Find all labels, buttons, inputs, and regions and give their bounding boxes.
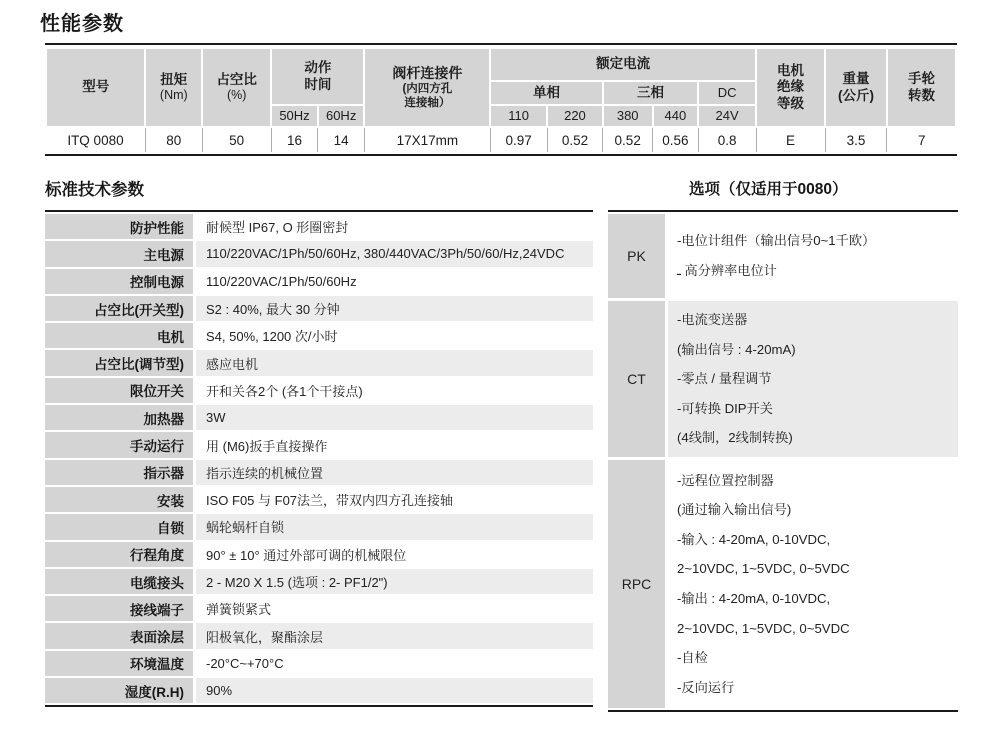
spec-row bbox=[45, 214, 593, 239]
option-line: -自检 bbox=[677, 650, 708, 666]
option-line: -零点 / 量程调节 bbox=[677, 371, 772, 387]
header-duty bbox=[202, 48, 271, 127]
spec-label: 控制电源 bbox=[45, 269, 193, 294]
spec-label: 限位开关 bbox=[45, 378, 193, 403]
spec-label: 表面涂层 bbox=[45, 623, 193, 648]
spec-label: 接线端子 bbox=[45, 596, 193, 621]
option-lines bbox=[668, 301, 958, 457]
option-code: CT bbox=[608, 301, 665, 457]
header-380v: 380 bbox=[603, 105, 653, 127]
spec-value: 90° ± 10° 通过外部可调的机械限位 bbox=[206, 547, 407, 563]
spec-row bbox=[45, 241, 593, 266]
spec-value: ISO F05 与 F07法兰，带双内四方孔连接轴 bbox=[206, 493, 454, 509]
spec-row bbox=[45, 460, 593, 485]
header-stem-line1: 阀杆连接件 bbox=[392, 64, 463, 81]
header-model: 型号 bbox=[46, 48, 145, 127]
spec-label: 防护性能 bbox=[45, 214, 193, 239]
spec-value: S2 : 40%, 最大 30 分钟 bbox=[196, 296, 593, 321]
header-50hz: 50Hz bbox=[271, 105, 318, 127]
option-group-rpc bbox=[608, 460, 958, 708]
option-lines bbox=[668, 460, 958, 708]
performance-table-wrapper bbox=[45, 43, 957, 156]
spec-value: 3W bbox=[196, 405, 593, 430]
spec-row bbox=[45, 296, 593, 321]
option-code: RPC bbox=[608, 460, 665, 708]
spec-label: 电机 bbox=[45, 323, 193, 348]
spec-row bbox=[45, 623, 593, 648]
cell-stem: 17X17mm bbox=[364, 127, 490, 152]
spec-value: 110/220VAC/1Ph/50/60Hz, 380/440VAC/3Ph/50/60/Hz,24VDC bbox=[196, 241, 593, 266]
option-line: -输出 : 4-20mA, 0-10VDC, bbox=[677, 591, 831, 606]
spec-row bbox=[45, 378, 593, 403]
options-title: 选项（仅适用于0080） bbox=[689, 181, 848, 198]
spec-row bbox=[45, 514, 593, 539]
header-three-phase: 三相 bbox=[603, 81, 698, 105]
header-stem-line3: 连接轴） bbox=[404, 97, 451, 110]
option-line: -远程位置控制器 bbox=[677, 472, 774, 488]
header-action-time bbox=[271, 48, 364, 105]
spec-label: 安装 bbox=[45, 487, 193, 512]
standard-params-table bbox=[45, 210, 593, 707]
header-insulation bbox=[756, 48, 825, 127]
spec-row bbox=[45, 487, 593, 512]
performance-data-row bbox=[46, 127, 956, 152]
header-insulation-line3: 等级 bbox=[777, 95, 805, 111]
header-stem-line2: (内四方孔 bbox=[402, 83, 453, 96]
option-line: -电位计组件（输出信号0~1千欧） bbox=[677, 233, 876, 249]
header-handwheel-line1: 手轮 bbox=[907, 71, 935, 87]
spec-label: 主电源 bbox=[45, 241, 193, 266]
spec-label: 电缆接头 bbox=[45, 569, 193, 594]
option-line: -可转换 DIP开关 bbox=[677, 400, 773, 416]
spec-value: 开和关各2个 (各1个干接点) bbox=[206, 383, 363, 399]
cell-duty: 50 bbox=[202, 127, 271, 152]
header-24v: 24V bbox=[698, 105, 756, 127]
spec-label: 加热器 bbox=[45, 405, 193, 430]
spec-label: 占空比(调节型) bbox=[45, 350, 193, 375]
cell-current-24v: 0.8 bbox=[698, 127, 756, 152]
header-stem-connector bbox=[364, 48, 490, 127]
header-action-line1: 动作 bbox=[304, 60, 332, 76]
option-line: ـ 高分辨率电位计 bbox=[677, 263, 777, 278]
cell-current-220: 0.52 bbox=[547, 127, 603, 152]
spec-row bbox=[45, 323, 593, 348]
cell-current-380: 0.52 bbox=[603, 127, 653, 152]
header-rated-current: 额定电流 bbox=[490, 48, 756, 81]
spec-label: 占空比(开关型) bbox=[45, 296, 193, 321]
cell-model: ITQ 0080 bbox=[46, 127, 145, 152]
option-line: (通过输入输出信号) bbox=[677, 502, 792, 518]
option-line: -输入 : 4-20mA, 0-10VDC, bbox=[677, 531, 831, 547]
option-line: 2~10VDC, 1~5VDC, 0~5VDC bbox=[677, 561, 850, 577]
performance-table bbox=[45, 47, 957, 152]
spec-value: 蜗轮蜗杆自锁 bbox=[196, 514, 593, 539]
header-duty-unit: (%) bbox=[226, 88, 247, 103]
spec-value: 耐候型 IP67, O 形圈密封 bbox=[206, 220, 349, 236]
cell-torque: 80 bbox=[145, 127, 202, 152]
header-torque bbox=[145, 48, 202, 127]
cell-insulation: E bbox=[756, 127, 825, 152]
spec-label: 自锁 bbox=[45, 514, 193, 539]
option-line: 2~10VDC, 1~5VDC, 0~5VDC bbox=[677, 620, 850, 636]
cell-time-50hz: 16 bbox=[271, 127, 318, 152]
spec-row bbox=[45, 678, 593, 703]
spec-value: 110/220VAC/1Ph/50/60Hz bbox=[206, 273, 357, 289]
spec-value: 指示连续的机械位置 bbox=[196, 460, 593, 485]
standard-params-title: 标准技术参数 bbox=[45, 181, 144, 199]
header-duty-line1: 占空比 bbox=[216, 71, 257, 87]
spec-row bbox=[45, 350, 593, 375]
header-110v: 110 bbox=[490, 105, 547, 127]
spec-label: 湿度(R.H) bbox=[45, 678, 193, 703]
option-line: -反向运行 bbox=[677, 679, 735, 695]
page-title: 性能参数 bbox=[40, 13, 124, 35]
spec-value: 阳极氧化，聚酯涂层 bbox=[196, 623, 593, 648]
spec-label: 指示器 bbox=[45, 460, 193, 485]
header-60hz: 60Hz bbox=[318, 105, 365, 127]
cell-current-440: 0.56 bbox=[653, 127, 699, 152]
header-220v: 220 bbox=[547, 105, 603, 127]
spec-value: 2 - M20 X 1.5 (选项 : 2- PF1/2") bbox=[196, 569, 593, 594]
header-insulation-line2: 绝缘 bbox=[777, 79, 805, 95]
cell-handwheel: 7 bbox=[887, 127, 956, 152]
cell-time-60hz: 14 bbox=[318, 127, 365, 152]
options-table bbox=[608, 210, 958, 712]
header-weight-line1: 重量 bbox=[842, 71, 870, 87]
spec-label: 行程角度 bbox=[45, 542, 193, 567]
spec-row bbox=[45, 596, 593, 621]
spec-row bbox=[45, 432, 593, 457]
spec-value: 90% bbox=[196, 678, 593, 703]
header-dc: DC bbox=[698, 81, 756, 105]
spec-value: 感应电机 bbox=[196, 350, 593, 375]
header-weight bbox=[825, 48, 887, 127]
option-lines bbox=[668, 214, 958, 298]
spec-value: -20°C~+70°C bbox=[206, 655, 284, 671]
option-group-ct bbox=[608, 301, 958, 457]
option-line: (4线制，2线制转换) bbox=[677, 430, 793, 446]
option-code: PK bbox=[608, 214, 665, 298]
cell-current-110: 0.97 bbox=[490, 127, 547, 152]
option-line: -电流变送器 bbox=[677, 312, 748, 328]
spec-value: 用 (M6)扳手直接操作 bbox=[206, 438, 328, 454]
spec-label: 环境温度 bbox=[45, 651, 193, 676]
header-handwheel-line2: 转数 bbox=[907, 87, 935, 103]
spec-row bbox=[45, 569, 593, 594]
header-weight-unit: (公斤) bbox=[837, 87, 874, 103]
header-torque-line1: 扭矩 bbox=[160, 71, 188, 87]
spec-row bbox=[45, 651, 593, 676]
spec-value: S4, 50%, 1200 次/小时 bbox=[206, 329, 338, 345]
spec-row bbox=[45, 405, 593, 430]
header-insulation-line1: 电机 bbox=[777, 62, 805, 78]
option-line: (输出信号 : 4-20mA) bbox=[677, 341, 796, 357]
spec-label: 手动运行 bbox=[45, 432, 193, 457]
header-single-phase: 单相 bbox=[490, 81, 603, 105]
spec-row bbox=[45, 269, 593, 294]
spec-value: 弹簧锁紧式 bbox=[206, 602, 272, 618]
header-440v: 440 bbox=[653, 105, 699, 127]
cell-weight: 3.5 bbox=[825, 127, 887, 152]
option-group-pk bbox=[608, 214, 958, 298]
header-torque-unit: (Nm) bbox=[159, 88, 188, 103]
header-action-line2: 时间 bbox=[304, 76, 332, 92]
header-handwheel bbox=[887, 48, 956, 127]
spec-row bbox=[45, 542, 593, 567]
